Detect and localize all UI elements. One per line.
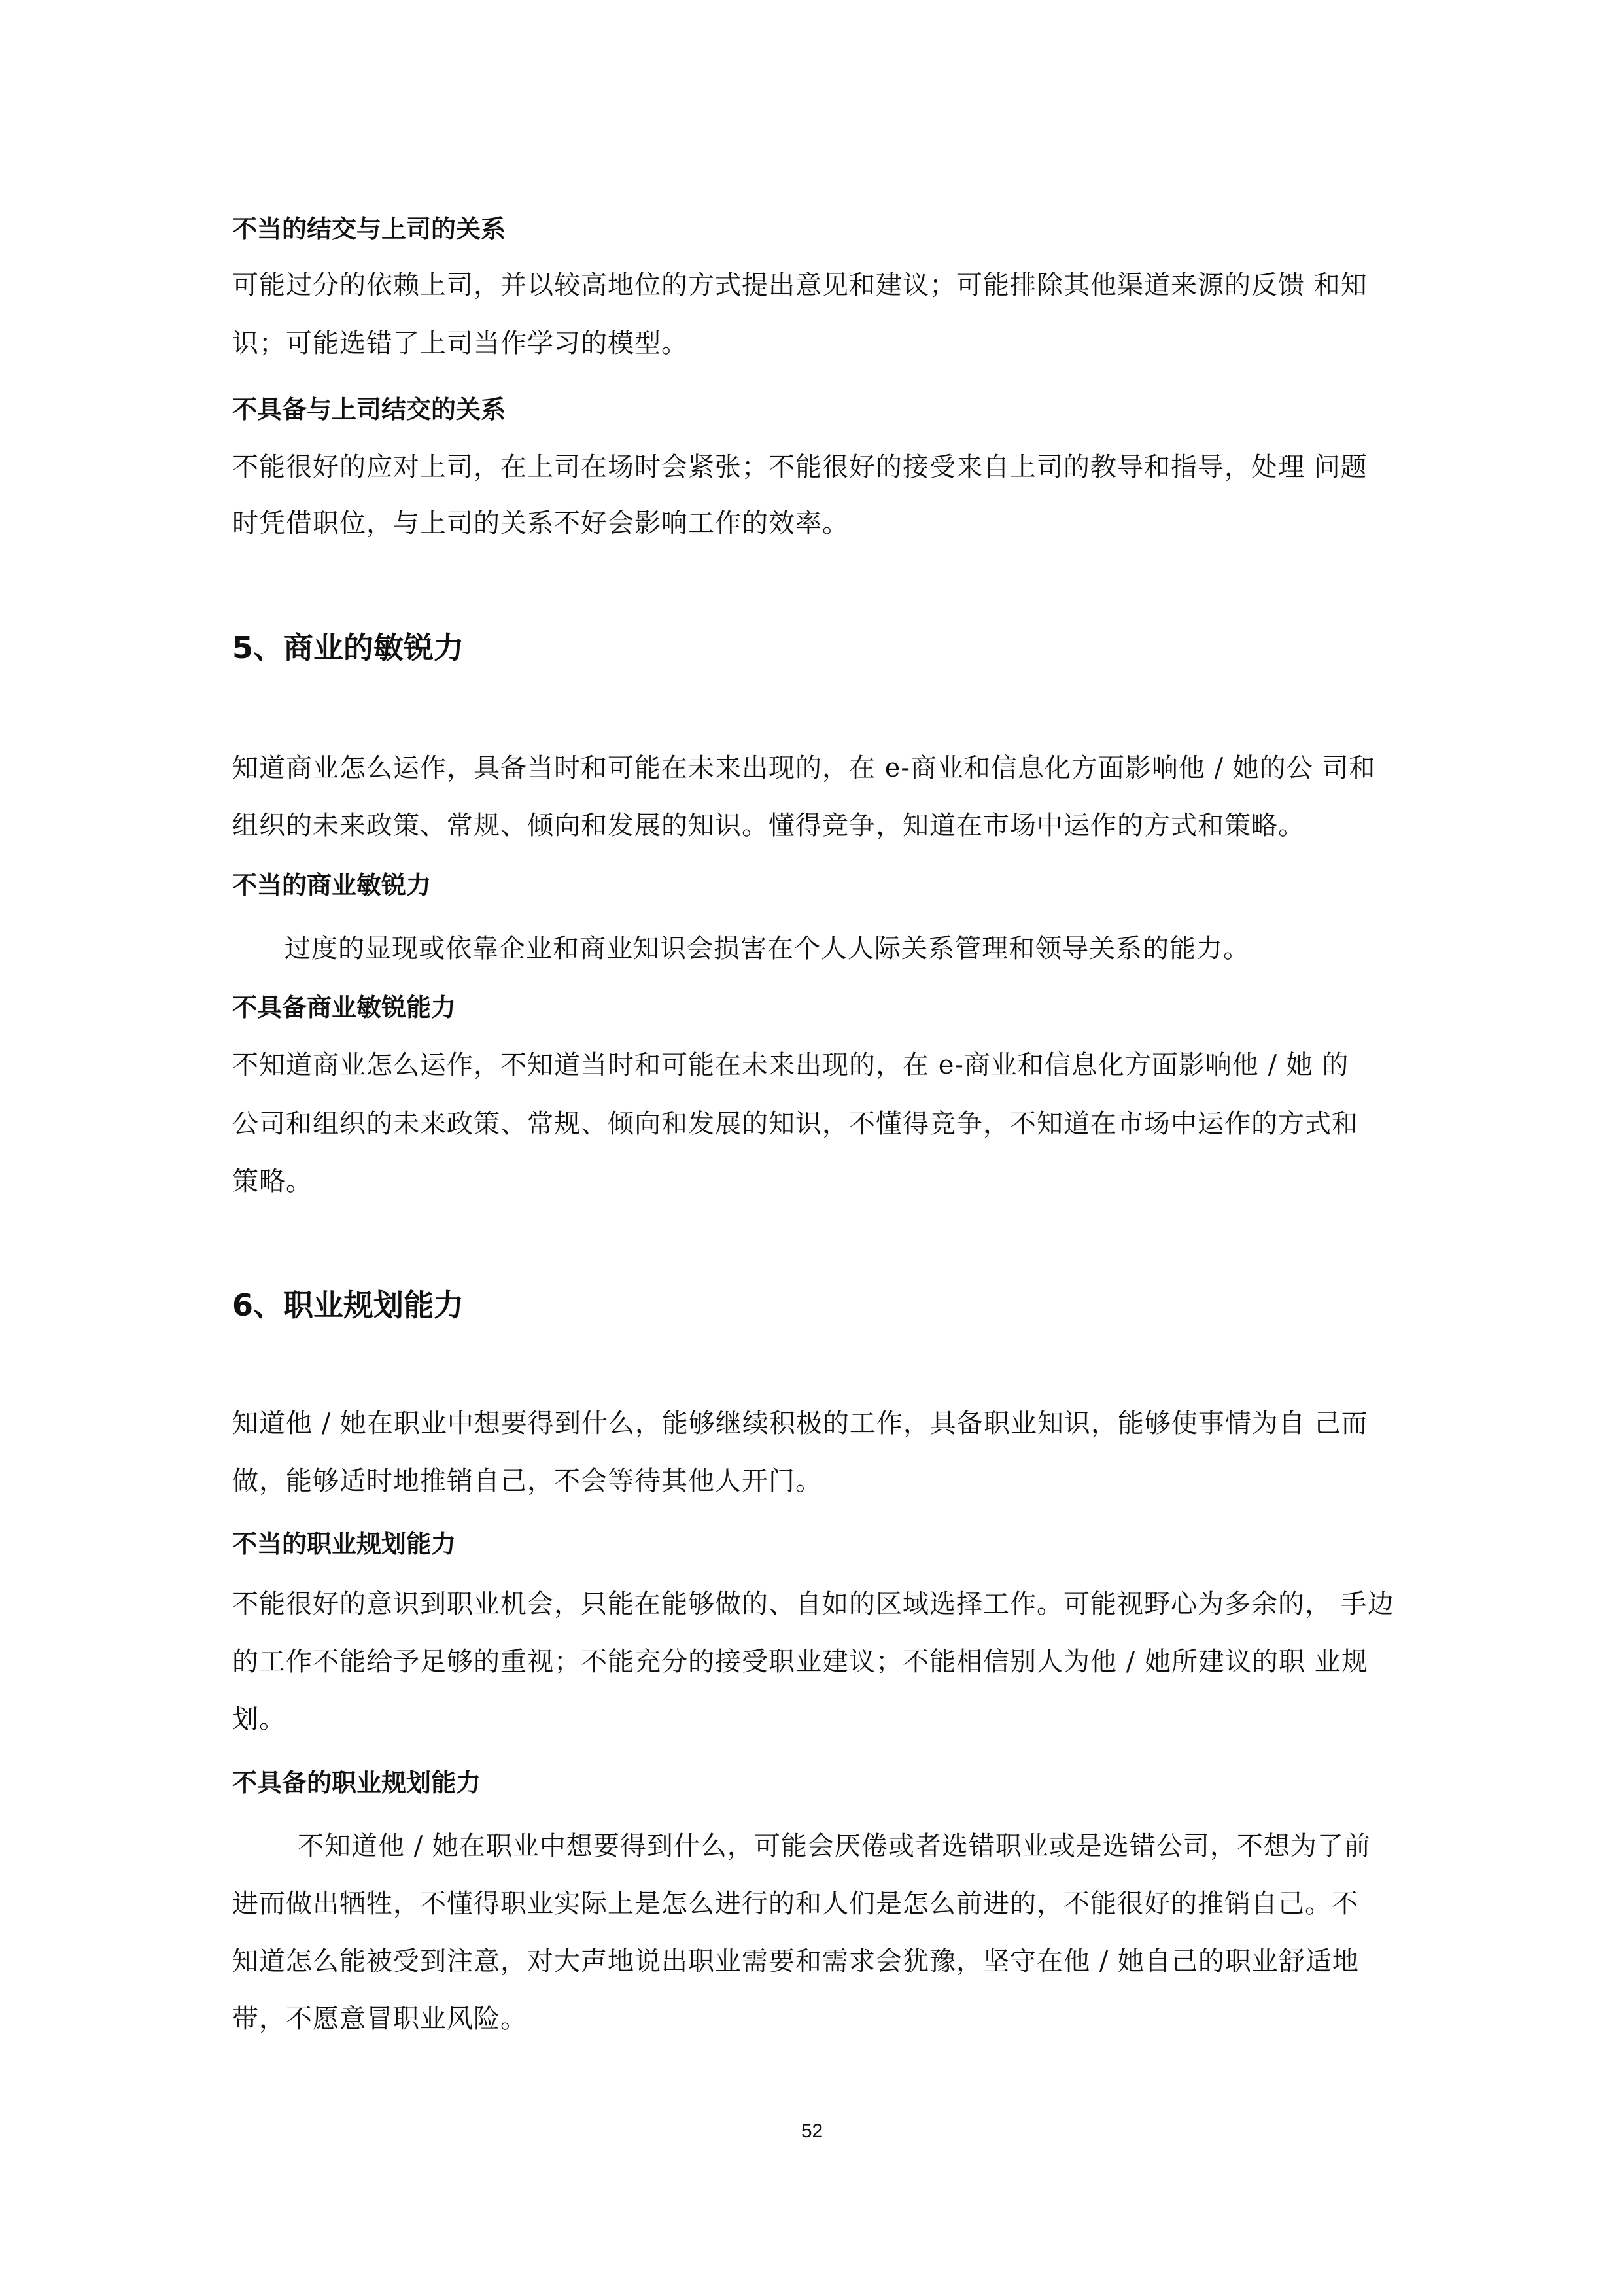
paragraph-line: 识；可能选错了上司当作学习的模型。 <box>232 328 688 359</box>
paragraph-line: 不知道商业怎么运作，不知道当时和可能在未来出现的，在 e-商业和信息化方面影响他 / 她 的 <box>232 1050 1349 1080</box>
page-number: 52 <box>801 2120 823 2142</box>
subheading-improper-business-acumen: 不当的商业敏锐力 <box>232 871 432 900</box>
paragraph-line: 可能过分的依赖上司，并以较高地位的方式提出意见和建议；可能排除其他渠道来源的反馈 和知 <box>232 270 1368 300</box>
subheading-lacking-business-acumen: 不具备商业敏锐能力 <box>232 993 457 1022</box>
subheading-improper-boss-relationship: 不当的结交与上司的关系 <box>232 215 506 243</box>
paragraph-line: 进而做出牺牲，不懂得职业实际上是怎么进行的和人们是怎么前进的，不能很好的推销自己。不 <box>232 1889 1358 1919</box>
paragraph-line: 不能很好的应对上司，在上司在场时会紧张；不能很好的接受来自上司的教导和指导，处理 问题 <box>232 452 1368 482</box>
paragraph-line: 组织的未来政策、常规、倾向和发展的知识。懂得竞争，知道在市场中运作的方式和策略。 <box>232 811 1305 841</box>
paragraph-line: 策略。 <box>232 1166 313 1197</box>
subheading-lacking-career-planning: 不具备的职业规划能力 <box>232 1768 481 1797</box>
paragraph-line: 做，能够适时地推销自己，不会等待其他人开门。 <box>232 1466 822 1496</box>
subheading-improper-career-planning: 不当的职业规划能力 <box>232 1530 457 1558</box>
paragraph-line: 公司和组织的未来政策、常规、倾向和发展的知识，不懂得竞争，不知道在市场中运作的方式和 <box>232 1109 1358 1139</box>
paragraph-line: 不能很好的意识到职业机会，只能在能够做的、自如的区域选择工作。可能视野心为多余的， 手边 <box>232 1589 1394 1619</box>
paragraph-line: 不知道他 / 她在职业中想要得到什么，可能会厌倦或者选错职业或是选错公司，不想为了前 <box>298 1831 1371 1861</box>
section-heading-business-acumen: 5、商业的敏锐力 <box>232 630 464 665</box>
paragraph-line: 时凭借职位，与上司的关系不好会影响工作的效率。 <box>232 508 849 538</box>
paragraph-line: 知道他 / 她在职业中想要得到什么，能够继续积极的工作，具备职业知识，能够使事情为自 己而 <box>232 1409 1368 1439</box>
subheading-lacking-boss-relationship: 不具备与上司结交的关系 <box>232 395 506 424</box>
paragraph-line: 过度的显现或依靠企业和商业知识会损害在个人人际关系管理和领导关系的能力。 <box>285 934 1250 964</box>
paragraph-line: 知道怎么能被受到注意，对大声地说出职业需要和需求会犹豫，坚守在他 / 她自己的职业舒适地 <box>232 1946 1359 1976</box>
paragraph-line: 知道商业怎么运作，具备当时和可能在未来出现的，在 e-商业和信息化方面影响他 / 她的公 司和 <box>232 753 1376 783</box>
paragraph-line: 带，不愿意冒职业风险。 <box>232 2004 527 2034</box>
section-heading-career-planning: 6、职业规划能力 <box>232 1288 464 1323</box>
paragraph-line: 划。 <box>232 1704 286 1734</box>
paragraph-line: 的工作不能给予足够的重视；不能充分的接受职业建议；不能相信别人为他 / 她所建议的职 业规 <box>232 1647 1368 1677</box>
